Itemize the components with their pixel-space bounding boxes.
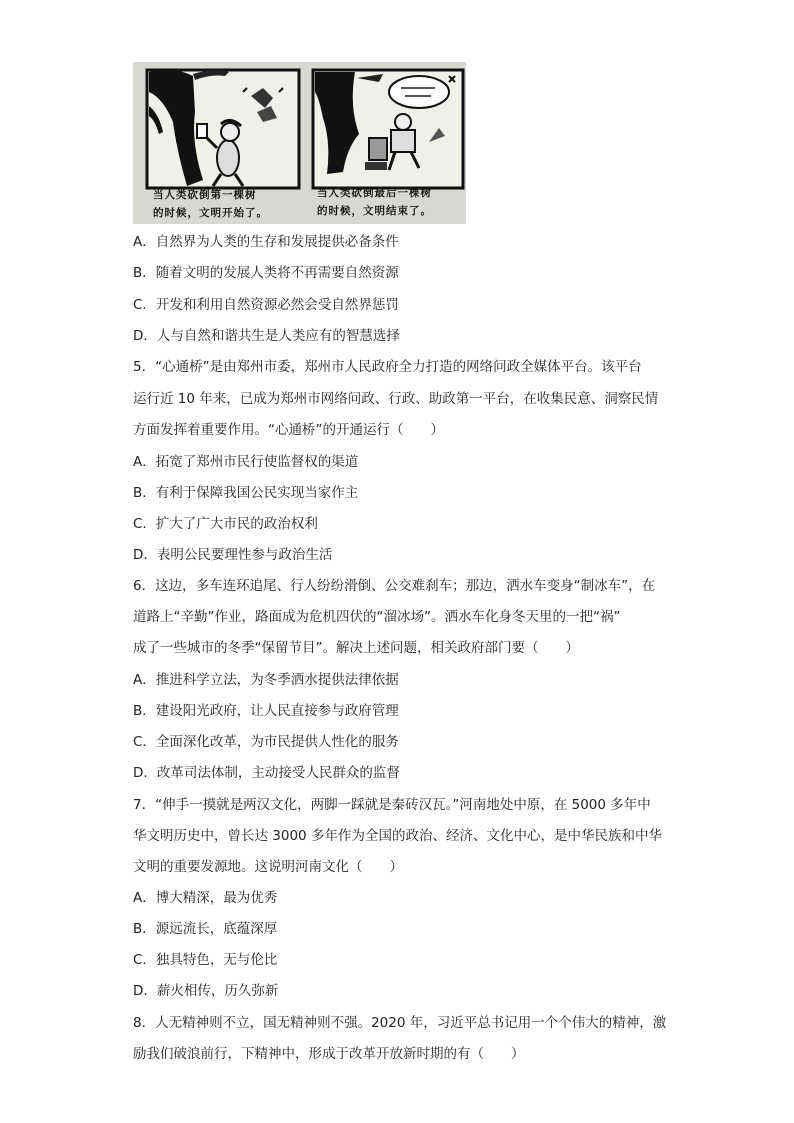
q8-stem-line-2: 励我们破浪前行，下精神中，形成于改革开放新时期的有（ ）: [133, 1046, 525, 1062]
q6-stem-line-2: 道路上“辛勤”作业，路面成为危机四伏的“溜冰场”。洒水车化身冬天里的一把“祸”: [133, 609, 621, 625]
q7-stem-line-2: 华文明历史中，曾长达 3000 多年作为全国的政治、经济、文化中心，是中华民族和中华: [133, 828, 662, 844]
q4-option-b: B．随着文明的发展人类将不再需要自然资源: [133, 265, 399, 281]
q4-option-c: C．开发和利用自然资源必然会受自然界惩罚: [133, 297, 399, 313]
left-caption-line-1: 当人类砍倒第一棵树: [153, 189, 257, 201]
q6-option-d: D．改革司法体制，主动接受人民群众的监督: [133, 765, 400, 781]
q6-option-b: B．建设阳光政府，让人民直接参与政府管理: [133, 703, 399, 719]
q6-stem-line-3: 成了一些城市的冬季“保留节目”。解决上述问题，相关政府部门要（ ）: [133, 640, 579, 656]
q7-option-c: C．独具特色，无与伦比: [133, 952, 278, 968]
q5-stem-line-2: 运行近 10 年来，已成为郑州市网络问政、行政、助政第一平台，在收集民意、洞察民情: [133, 391, 659, 407]
left-caption-line-2: 的时候，文明开始了。: [153, 207, 268, 219]
q7-option-a: A．博大精深，最为优秀: [133, 890, 278, 906]
q7-stem-line-1: 7．“伸手一摸就是两汉文化，两脚一踩就是秦砖汉瓦。”河南地处中原，在 5000 多年中: [133, 797, 651, 813]
q6-option-c: C．全面深化改革，为市民提供人性化的服务: [133, 734, 399, 750]
q4-option-d: D．人与自然和谐共生是人类应有的智慧选择: [133, 328, 400, 344]
q8-stem-line-1: 8．人无精神则不立，国无精神则不强。2020 年，习近平总书记用一个个伟大的精神，激: [133, 1015, 667, 1031]
q6-option-a: A．推进科学立法，为冬季洒水提供法律依据: [133, 672, 399, 688]
q7-stem-line-3: 文明的重要发源地。这说明河南文化（ ）: [133, 859, 403, 875]
right-caption-line-1: 当人类砍倒最后一棵树: [317, 187, 432, 199]
q5-option-d: D．表明公民要理性参与政治生活: [133, 547, 333, 563]
q5-option-c: C．扩大了广大市民的政治权利: [133, 516, 318, 532]
q7-option-d: D．薪火相传，历久弥新: [133, 983, 279, 999]
q5-stem-line-3: 方面发挥着重要作用。“心通桥”的开通运行（ ）: [133, 422, 444, 438]
q6-stem-line-1: 6．这边，多车连环追尾、行人纷纷滑倒、公交难刹车；那边，洒水车变身“制冰车”，在: [133, 578, 656, 594]
cartoon-image: [133, 62, 466, 224]
right-caption-line-2: 的时候，文明结束了。: [317, 205, 432, 217]
q7-option-b: B．源远流长，底蕴深厚: [133, 921, 278, 937]
q5-option-b: B．有利于保障我国公民实现当家作主: [133, 485, 359, 501]
q5-option-a: A．拓宽了郑州市民行使监督权的渠道: [133, 454, 359, 470]
q5-stem-line-1: 5．“心通桥”是由郑州市委，郑州市人民政府全力打造的网络问政全媒体平台。该平台: [133, 359, 642, 375]
q4-option-a: A．自然界为人类的生存和发展提供必备条件: [133, 234, 399, 250]
